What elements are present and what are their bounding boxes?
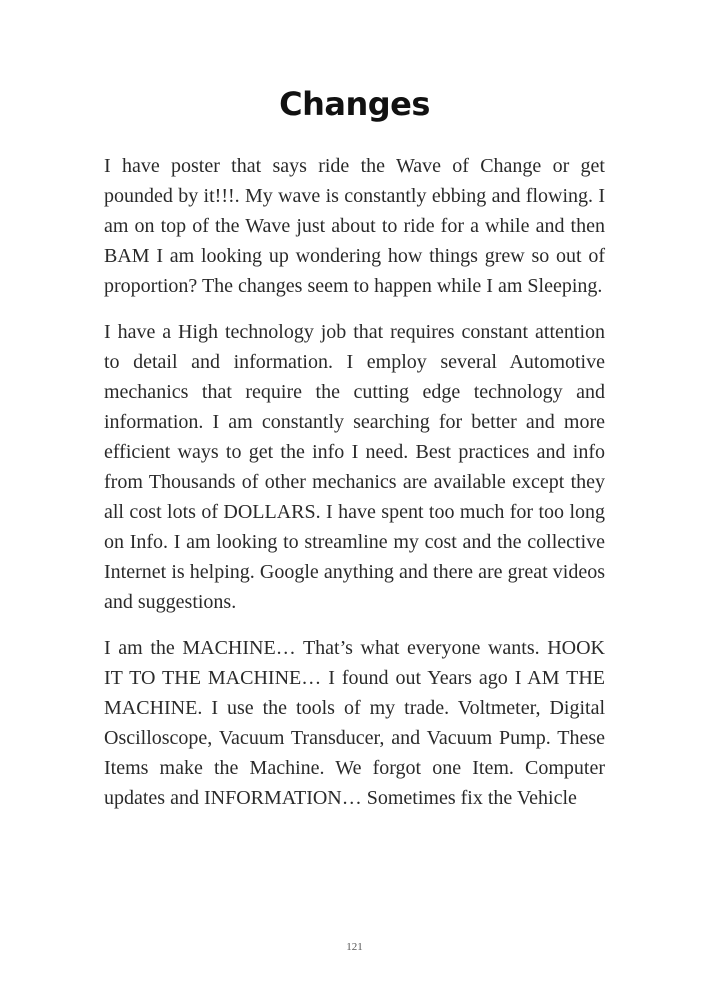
paragraph-2: I have a High technology job that requires constant attention to detail and information. I employ several Automotive mechanics that require the cutting edge technology and information. I am constantly searching for better and more efficient ways to get the info I need. Best practices and info from Thousands of other mechanics are available except they all cost lots of DOLLARS. I have spent too much for too long on Info. I am looking to streamline my cost and the collective Internet is helping. Google anything and there are great videos and suggestions. xyxy=(104,321,605,613)
body-text xyxy=(104,151,605,813)
paragraph-1: I have poster that says ride the Wave of Change or get pounded by it!!!. My wave is constantly ebbing and flowing. I am on top of the Wave just about to ride for a while and then BAM I am looking up wondering how things grew so out of proportion? The changes seem to happen while I am Sleeping. xyxy=(104,155,605,297)
page-title: Changes xyxy=(279,85,430,123)
paragraph-3: I am the MACHINE… That’s what everyone wants. HOOK IT TO THE MACHINE… I found out Years ago I AM THE MACHINE. I use the tools of my trade. Voltmeter, Digital Oscilloscope, Vacuum Transducer, and Vacuum Pump. These Items make the Machine. We forgot one Item. Computer updates and INFORMATION… Sometimes fix the Vehicle xyxy=(104,637,605,809)
page-number: 121 xyxy=(346,941,363,953)
